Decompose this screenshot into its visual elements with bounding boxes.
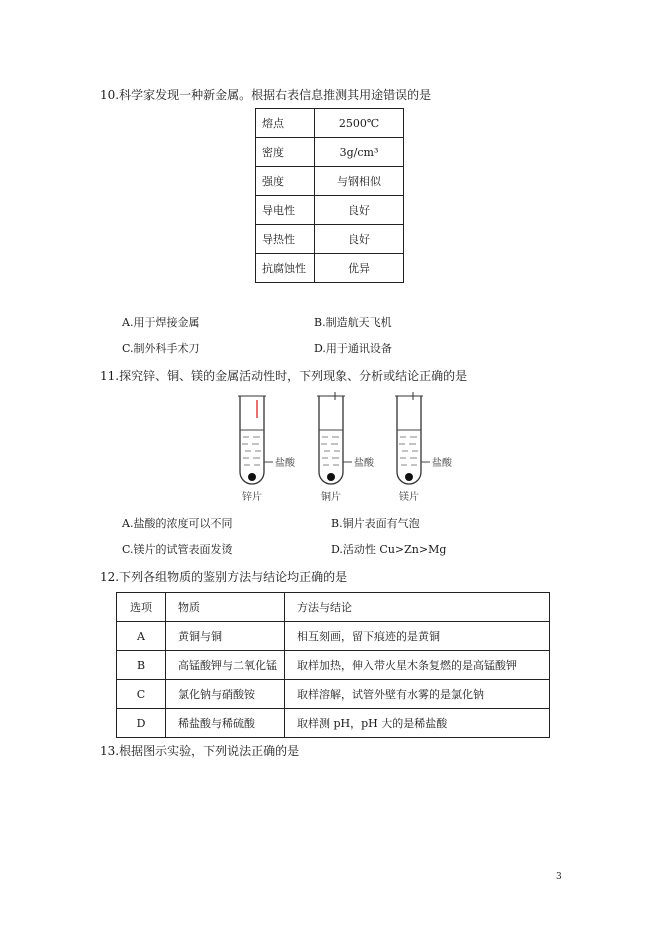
table-row — [256, 138, 404, 167]
property-name: 熔点 — [256, 109, 315, 138]
row-option: C — [117, 680, 166, 709]
q10-option-d[interactable]: D.用于通讯设备 — [314, 342, 392, 355]
property-value: 优异 — [315, 254, 404, 283]
table-row — [117, 651, 550, 680]
header-substance: 物质 — [166, 593, 285, 622]
row-method: 取样加热，伸入带火星木条复燃的是高锰酸钾 — [285, 651, 550, 680]
q11-option-d[interactable]: D.活动性 Cu>Zn>Mg — [331, 543, 447, 556]
row-option: B — [117, 651, 166, 680]
table-row — [256, 196, 404, 225]
table-row — [117, 709, 550, 738]
table-row — [117, 680, 550, 709]
row-substance: 氯化钠与硝酸铵 — [166, 680, 285, 709]
property-name: 抗腐蚀性 — [256, 254, 315, 283]
table-row — [256, 167, 404, 196]
property-value: 3g/cm³ — [315, 138, 404, 167]
q11-stem: 11.探究锌、铜、镁的金属活动性时，下列现象、分析或结论正确的是 — [100, 369, 468, 383]
row-option: D — [117, 709, 166, 738]
q10-option-c[interactable]: C.制外科手术刀 — [122, 342, 200, 355]
test-tube-magnesium — [395, 392, 453, 503]
test-tube-figure — [235, 392, 465, 507]
q11-option-a[interactable]: A.盐酸的浓度可以不同 — [122, 517, 233, 530]
q12-stem: 12.下列各组物质的鉴别方法与结论均正确的是 — [100, 570, 348, 584]
property-value: 良好 — [315, 196, 404, 225]
row-substance: 稀盐酸与稀硫酸 — [166, 709, 285, 738]
q11-option-c[interactable]: C.镁片的试管表面发烫 — [122, 543, 233, 556]
table-header-row — [117, 593, 550, 622]
property-name: 密度 — [256, 138, 315, 167]
header-option: 选项 — [117, 593, 166, 622]
property-value: 与钢相似 — [315, 167, 404, 196]
table-row — [256, 225, 404, 254]
identification-table — [116, 592, 550, 738]
acid-label-3: 盐酸 — [432, 458, 452, 469]
table-row — [256, 254, 404, 283]
q11-option-b[interactable]: B.铜片表面有气泡 — [331, 517, 420, 530]
property-name: 导热性 — [256, 225, 315, 254]
page-number: 3 — [556, 872, 562, 882]
row-method: 取样溶解，试管外壁有水雾的是氯化钠 — [285, 680, 550, 709]
row-method: 相互刻画，留下痕迹的是黄铜 — [285, 622, 550, 651]
acid-label-2: 盐酸 — [354, 458, 374, 469]
test-tube-zinc — [238, 396, 296, 503]
q13-stem: 13.根据图示实验，下列说法正确的是 — [100, 744, 300, 758]
q10-option-b[interactable]: B.制造航天飞机 — [314, 316, 392, 329]
acid-label-1: 盐酸 — [275, 458, 295, 469]
row-substance: 黄铜与铜 — [166, 622, 285, 651]
table-row — [256, 109, 404, 138]
property-name: 强度 — [256, 167, 315, 196]
header-method: 方法与结论 — [285, 593, 550, 622]
row-method: 取样测 pH，pH 大的是稀盐酸 — [285, 709, 550, 738]
property-value: 良好 — [315, 225, 404, 254]
table-row — [117, 622, 550, 651]
q10-stem: 10.科学家发现一种新金属。根据右表信息推测其用途错误的是 — [100, 88, 432, 102]
copper-label: 铜片 — [321, 492, 341, 503]
magnesium-label: 镁片 — [399, 492, 419, 503]
property-name: 导电性 — [256, 196, 315, 225]
test-tube-copper — [317, 392, 375, 503]
q10-option-a[interactable]: A.用于焊接金属 — [122, 316, 200, 329]
row-option: A — [117, 622, 166, 651]
metal-properties-table — [255, 108, 404, 283]
zinc-label: 锌片 — [242, 492, 262, 503]
row-substance: 高锰酸钾与二氧化锰 — [166, 651, 285, 680]
property-value: 2500℃ — [315, 109, 404, 138]
